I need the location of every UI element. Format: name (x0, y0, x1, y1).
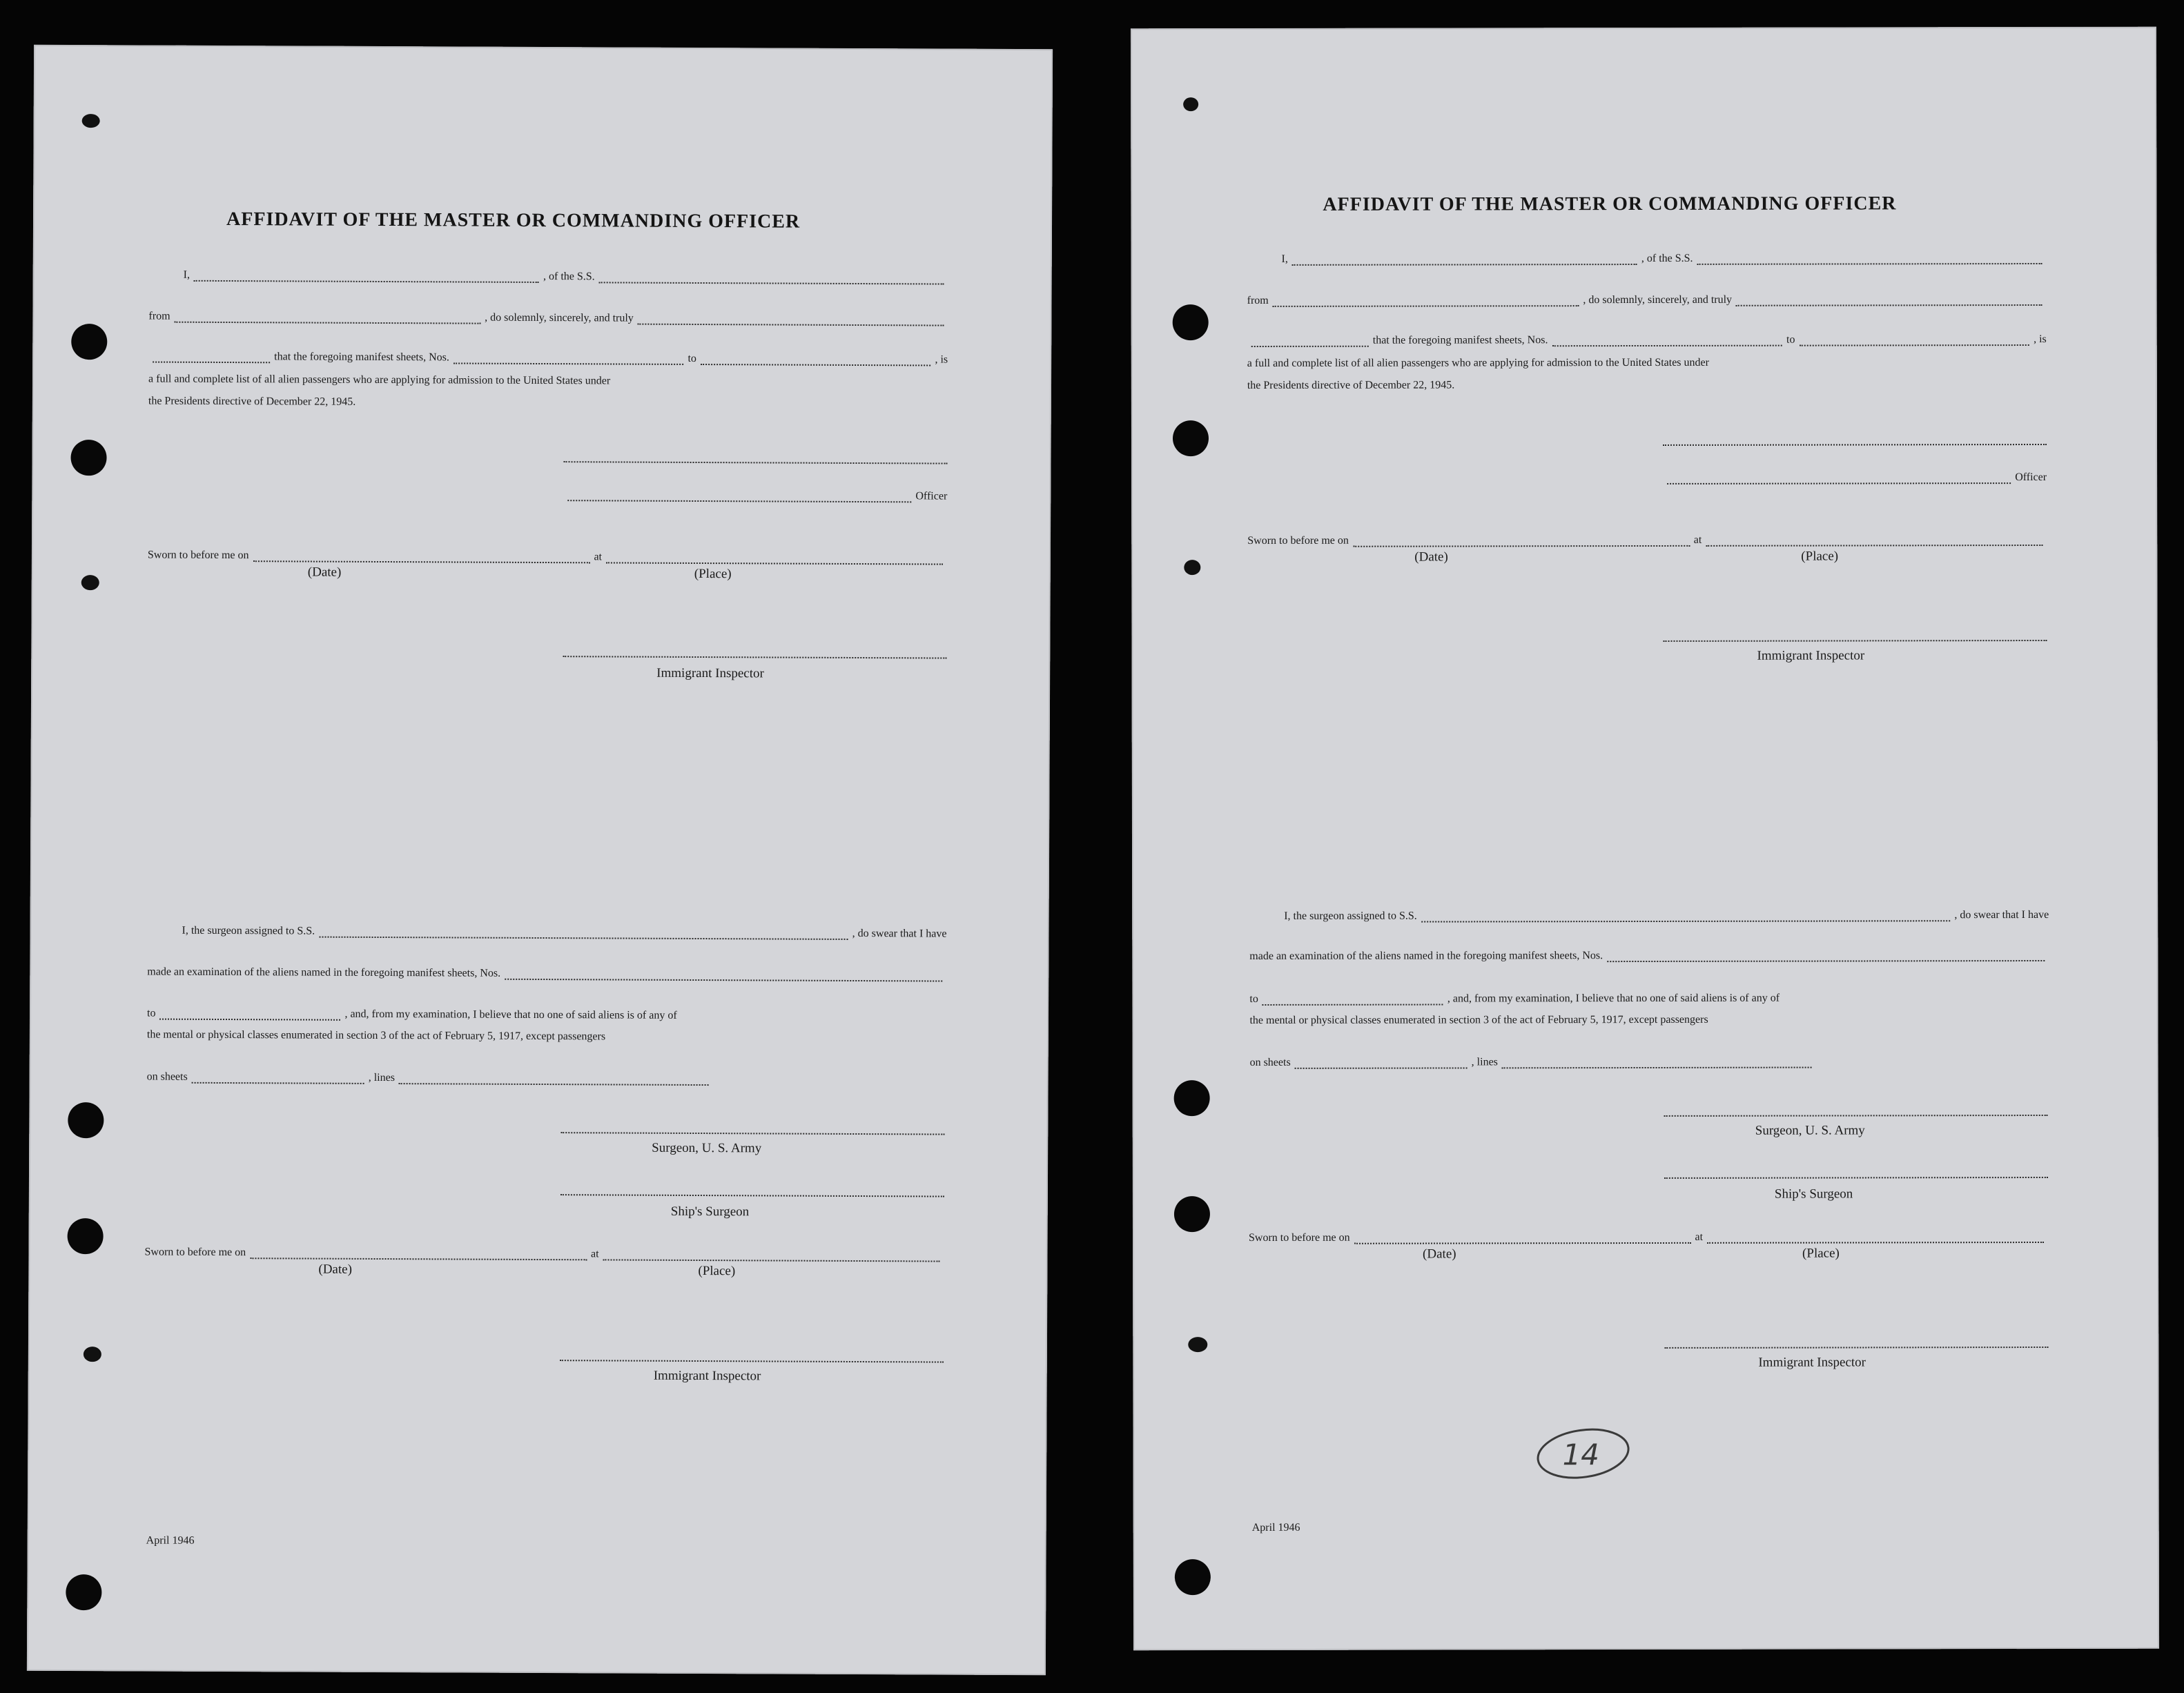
ink-speck (1183, 97, 1198, 111)
date-caption: (Date) (1414, 549, 1448, 565)
army-caption: Surgeon, U. S. Army (652, 1140, 762, 1156)
ship-surgeon-caption: Ship's Surgeon (1774, 1186, 1853, 1202)
signature-line (560, 1131, 944, 1135)
surgeon-line-classes: the mental or physical classes enumerated in section 3 of the act of February 5, 1917, except passengers (1249, 1013, 1708, 1026)
date-caption: (Date) (1423, 1246, 1456, 1262)
form-line-list: a full and complete list of all alien passengers who are applying for admission to the United States under (1247, 356, 1709, 370)
sworn-line: Sworn to before me on at (144, 1246, 944, 1262)
punch-hole (1175, 1559, 1211, 1595)
sworn-line: Sworn to before me on at (148, 549, 947, 565)
sworn-line: Sworn to before me on at (1249, 1231, 2048, 1244)
signature-line (1663, 442, 2047, 446)
signature-line (564, 460, 948, 464)
form-line-from: from , do solemnly, sincerely, and truly (148, 311, 948, 326)
punch-hole (70, 440, 106, 476)
ink-speck (84, 1347, 101, 1362)
form-page-left (27, 45, 1053, 1675)
signature-line (1664, 1345, 2048, 1349)
place-caption: (Place) (694, 566, 732, 582)
surgeon-line-to: to , and, from my examination, I believe that no one of said aliens is of any of (146, 1007, 677, 1021)
form-line-directive: the Presidents directive of December 22, 1945. (148, 395, 356, 408)
form-line-list: a full and complete list of all alien passengers who are applying for admission to the United States under (148, 373, 611, 387)
form-line-manifest: that the foregoing manifest sheets, Nos. to , is (1247, 333, 2047, 347)
form-title: AFFIDAVIT OF THE MASTER OR COMMANDING OFFICER (1323, 193, 1897, 215)
surgeon-line-classes: the mental or physical classes enumerated in section 3 of the act of February 5, 1917, except passengers (146, 1028, 606, 1043)
punch-hole (71, 324, 107, 360)
signature-line (563, 654, 946, 658)
surgeon-line-exam: made an examination of the aliens named in the foregoing manifest sheets, Nos. (1249, 949, 2049, 963)
signature-line (560, 1193, 944, 1197)
army-caption: Surgeon, U. S. Army (1755, 1123, 1865, 1138)
form-line-master: I, , of the S.S. (184, 269, 948, 285)
surgeon-line-ship: I, the surgeon assigned to S.S. , do swear that I have (182, 924, 947, 940)
form-page-right (1131, 27, 2159, 1651)
punch-hole (1173, 304, 1209, 340)
ship-surgeon-caption: Ship's Surgeon (670, 1204, 750, 1220)
ink-speck (1188, 1337, 1207, 1352)
date-caption: (Date) (307, 565, 342, 580)
footer-date: April 1946 (1251, 1521, 1300, 1534)
signature-line (560, 1358, 944, 1362)
officer-signature: Officer (567, 489, 947, 502)
form-line-directive: the Presidents directive of December 22, 1945. (1247, 379, 1455, 392)
date-caption: (Date) (318, 1262, 352, 1277)
surgeon-line-sheets: on sheets , lines (1250, 1056, 1816, 1069)
footer-date: April 1946 (146, 1534, 195, 1547)
form-line-from: from , do solemnly, sincerely, and truly (1247, 293, 2047, 307)
place-caption: (Place) (698, 1264, 736, 1279)
form-title: AFFIDAVIT OF THE MASTER OR COMMANDING OFFICER (226, 208, 801, 233)
punch-hole (1174, 1196, 1210, 1232)
punch-hole (1174, 1080, 1210, 1116)
surgeon-line-to: to , and, from my examination, I believe that no one of said aliens is of any of (1249, 992, 1780, 1005)
form-line-master: I, , of the S.S. (1282, 252, 2047, 266)
sworn-line: Sworn to before me on at (1247, 534, 2047, 547)
punch-hole (68, 1102, 104, 1138)
ink-speck (1184, 560, 1200, 575)
officer-signature: Officer (1667, 471, 2047, 485)
punch-hole (68, 1218, 104, 1254)
inspector-caption: Immigrant Inspector (1757, 648, 1865, 663)
punch-hole (66, 1574, 101, 1610)
surgeon-line-ship: I, the surgeon assigned to S.S. , do swear that I have (1284, 908, 2049, 922)
inspector-caption: Immigrant Inspector (1758, 1355, 1866, 1370)
signature-line (1664, 1175, 2048, 1179)
inspector-caption: Immigrant Inspector (656, 665, 764, 681)
ink-speck (81, 575, 99, 590)
inspector-caption: Immigrant Inspector (653, 1368, 761, 1384)
place-caption: (Place) (1801, 549, 1839, 564)
surgeon-line-exam: made an examination of the aliens named in the foregoing manifest sheets, Nos. (147, 966, 946, 982)
annotation-text: 14 (1562, 1438, 1600, 1472)
form-line-manifest: that the foregoing manifest sheets, Nos. to , is (148, 351, 948, 366)
ink-speck (82, 114, 100, 128)
signature-line (1664, 1113, 2048, 1117)
circled-annotation-mark (1519, 1412, 1650, 1495)
place-caption: (Place) (1802, 1246, 1840, 1261)
punch-hole (1173, 420, 1209, 456)
signature-line (1663, 638, 2047, 642)
surgeon-line-sheets: on sheets , lines (147, 1071, 713, 1086)
